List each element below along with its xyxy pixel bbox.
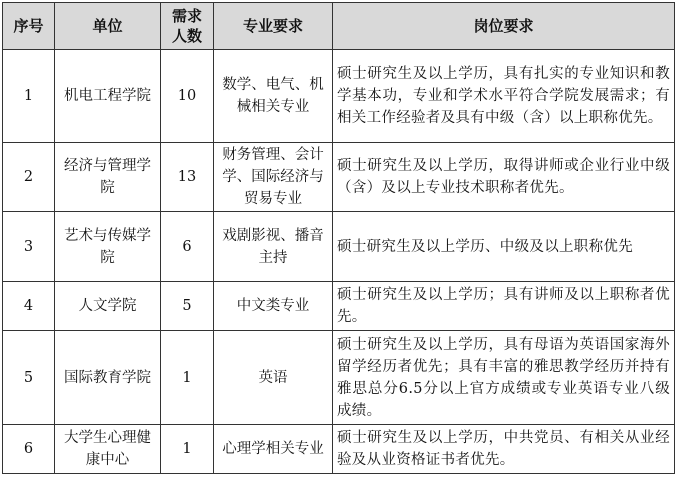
cell-count: 6: [161, 212, 214, 282]
cell-unit: 机电工程学院: [55, 50, 161, 143]
cell-major: 中文类专业: [214, 282, 333, 331]
cell-unit: 大学生心理健康中心: [55, 425, 161, 474]
cell-requirement: 硕士研究生及以上学历，中共党员、有相关从业经验及从业资格证书者优先。: [333, 425, 675, 474]
cell-count: 1: [161, 425, 214, 474]
header-count-line2: 人数: [171, 27, 202, 45]
cell-unit: 人文学院: [55, 282, 161, 331]
header-count: [161, 3, 214, 50]
table-row: [3, 331, 675, 425]
cell-requirement: 硕士研究生及以上学历、中级及以上职称优先: [333, 212, 675, 282]
cell-major: 心理学相关专业: [214, 425, 333, 474]
cell-requirement: 硕士研究生及以上学历，具有母语为英语国家海外留学经历者优先；具有丰富的雅思教学经历并持有雅思总分6.5分以上官方成绩或专业英语专业八级成绩。: [333, 331, 675, 425]
table-body: [3, 50, 675, 474]
cell-no: 3: [3, 212, 55, 282]
header-count-line1: 需求: [171, 7, 202, 25]
cell-unit: 艺术与传媒学院: [55, 212, 161, 282]
recruitment-table: [2, 2, 675, 474]
table-row: [3, 212, 675, 282]
cell-requirement: 硕士研究生及以上学历，取得讲师或企业行业中级（含）及以上专业技术职称者优先。: [333, 143, 675, 212]
header-row: [3, 3, 675, 50]
table-row: [3, 425, 675, 474]
table-header: [3, 3, 675, 50]
header-unit: 单位: [55, 3, 161, 50]
cell-no: 1: [3, 50, 55, 143]
table-row: [3, 50, 675, 143]
table-row: [3, 282, 675, 331]
cell-requirement: 硕士研究生及以上学历，具有扎实的专业知识和教学基本功，专业和学术水平符合学院发展需求；有相关工作经验者及具有中级（含）以上职称优先。: [333, 50, 675, 143]
cell-major: 数学、电气、机械相关专业: [214, 50, 333, 143]
cell-count: 1: [161, 331, 214, 425]
cell-no: 6: [3, 425, 55, 474]
header-requirement: 岗位要求: [333, 3, 675, 50]
cell-major: 财务管理、会计学、国际经济与贸易专业: [214, 143, 333, 212]
cell-no: 2: [3, 143, 55, 212]
header-no: 序号: [3, 3, 55, 50]
header-major: 专业要求: [214, 3, 333, 50]
cell-no: 4: [3, 282, 55, 331]
cell-major: 戏剧影视、播音主持: [214, 212, 333, 282]
cell-major: 英语: [214, 331, 333, 425]
cell-requirement: 硕士研究生及以上学历；具有讲师及以上职称者优先。: [333, 282, 675, 331]
cell-count: 10: [161, 50, 214, 143]
cell-no: 5: [3, 331, 55, 425]
table-row: [3, 143, 675, 212]
cell-unit: 经济与管理学院: [55, 143, 161, 212]
cell-count: 13: [161, 143, 214, 212]
cell-count: 5: [161, 282, 214, 331]
cell-unit: 国际教育学院: [55, 331, 161, 425]
